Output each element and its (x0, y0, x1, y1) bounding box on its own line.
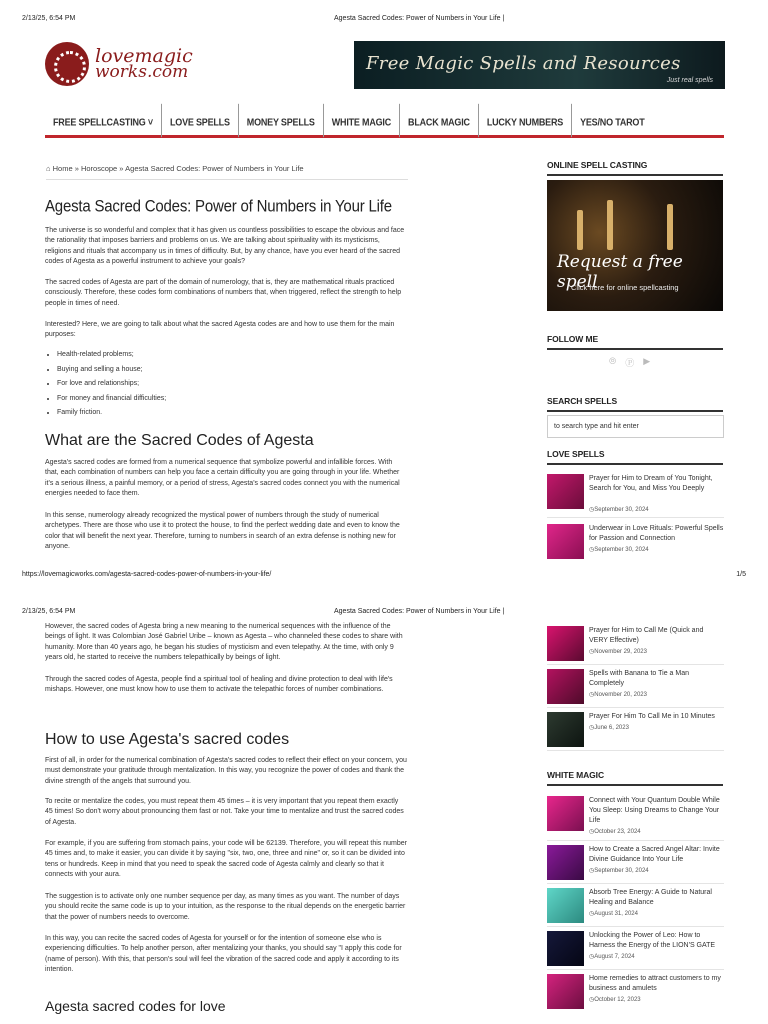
divider (547, 883, 724, 884)
print-page-number: 1/5 (736, 571, 746, 578)
article-paragraph: First of all, in order for the numerical combination of Agesta's sacred codes to reflect their effect on your concern, you must demonstrate your gratitude through mentalization. In this way, you recognize the power of codes and thank the divine strength of the angels that surround you. (45, 757, 407, 785)
list-item[interactable] (547, 845, 724, 883)
post-title[interactable]: Connect with Your Quantum Double While You Sleep: Using Dreams to Change Your Life (589, 797, 720, 824)
logo-mark-icon (45, 42, 89, 86)
divider (547, 969, 724, 970)
banner-title: Free Magic Spells and Resources (366, 53, 681, 74)
post-title[interactable]: Underwear in Love Rituals: Powerful Spells for Passion and Connection (589, 525, 724, 542)
post-title[interactable]: Prayer For Him To Call Me in 10 Minutes (589, 713, 715, 720)
sidebar-heading-follow: FOLLOW ME (547, 334, 723, 350)
sidebar-heading-white-magic: WHITE MAGIC (547, 770, 723, 786)
article-paragraph: Interested? Here, we are going to talk about what the sacred Agesta codes are and how to use them for the main purposes: (45, 321, 395, 339)
logo-line1: lovemagic (95, 45, 193, 67)
article-paragraph: Through the sacred codes of Agesta, people find a spiritual tool of healing and divine protection to deal with life's mishaps. However, one must know how to use them to activate the telepathic forces of number combinations. (45, 676, 393, 694)
list-item: • Buying and selling a house; (57, 365, 166, 380)
print-date: 2/13/25, 6:54 PM (22, 608, 76, 615)
sidebar-heading-online: ONLINE SPELL CASTING (547, 160, 723, 176)
request-spell-promo[interactable] (547, 180, 723, 311)
post-title[interactable]: Unlocking the Power of Leo: How to Harness the Energy of the LION'S GATE (589, 932, 716, 949)
article-paragraph: In this way, you can recite the sacred codes of Agesta for yourself or for the intention of someone else who is experiencing difficulties. To help another person, after mentalizing your thanks, you should say "I apply this code for (name of person). With this, that person's soul will feel the vibration of the sacred code and apply it according to its intention. (45, 935, 402, 974)
article-paragraph: To recite or mentalize the codes, you must repeat them 45 times – it is very important that you repeat them exactly 45 times! So don't worry about pronouncing them fast or not. Take your time to mentalize and trust the sacred codes of Agesta. (45, 798, 404, 826)
main-nav (45, 106, 724, 138)
post-date: ◷ September 30, 2024 (589, 867, 649, 874)
section-heading: How to use Agesta's sacred codes (45, 731, 290, 748)
post-date: ◷ October 23, 2024 (589, 828, 641, 835)
header-banner[interactable] (354, 41, 725, 89)
site-logo[interactable] (45, 42, 193, 86)
post-title[interactable]: Prayer for Him to Dream of You Tonight, Search for You, and Miss You Deeply (589, 475, 713, 492)
nav-black-magic[interactable]: BLACK MAGIC (400, 104, 479, 137)
list-item[interactable] (547, 524, 724, 562)
print-title: Agesta Sacred Codes: Power of Numbers in Your Life | (334, 15, 505, 22)
list-item[interactable] (547, 626, 724, 664)
article-paragraph: For example, if you are suffering from stomach pains, your code will be 62139. Therefore, you will repeat this number 45 times and, to make it easier, you can divide it by saying "six, two, one, three and nine" or, so it can be divided into tens or hundreds. Keep in mind that you need to speak the sacred code of Agesta calmly and clearly so that it connects with your aura. (45, 840, 407, 879)
list-item[interactable] (547, 669, 724, 707)
nav-yes-no-tarot[interactable]: YES/NO TAROT (580, 116, 645, 128)
post-title[interactable]: Absorb Tree Energy: A Guide to Natural Healing and Balance (589, 889, 712, 906)
nav-lucky-numbers[interactable]: LUCKY NUMBERS (479, 104, 572, 137)
post-thumbnail[interactable] (547, 474, 584, 509)
post-title[interactable]: Home remedies to attract customers to my business and amulets (589, 975, 721, 992)
promo-title: Request a free spell (557, 252, 683, 292)
search-input[interactable]: to search type and hit enter (547, 415, 724, 438)
divider (547, 926, 724, 927)
youtube-icon[interactable]: ▶ (643, 356, 651, 366)
article-paragraph: The universe is so wonderful and complex that it has given us countless possibilities to escape the obvious and face the rationality that imposes barriers and problems on us. We are talking about spirituality with its mysticisms, religions and rituals that accompany us in times of difficulty. But, by any chance, have you ever heard of the sacred codes of Agesta as a powerful instrument to achieve your goals? (45, 227, 405, 266)
post-date: ◷ June 6, 2023 (589, 724, 629, 731)
print-title: Agesta Sacred Codes: Power of Numbers in Your Life | (334, 608, 505, 615)
post-title[interactable]: Spells with Banana to Tie a Man Completely (589, 670, 690, 687)
post-thumbnail[interactable] (547, 845, 584, 880)
list-item: • Family friction. (57, 408, 166, 423)
print-url[interactable]: https://lovemagicworks.com/agesta-sacred-codes-power-of-numbers-in-your-life/ (22, 571, 272, 578)
post-date: ◷ November 29, 2023 (589, 648, 647, 655)
post-thumbnail[interactable] (547, 626, 584, 661)
list-item[interactable] (547, 888, 724, 926)
post-thumbnail[interactable] (547, 974, 584, 1009)
article-paragraph: The sacred codes of Agesta are part of the domain of numerology, that is, they are mathematical rituals practiced consciously. Therefore, these codes form combinations of numbers that, when triggered, reflect the strength to help people in times of need. (45, 279, 402, 307)
post-thumbnail[interactable] (547, 524, 584, 559)
article-paragraph: However, the sacred codes of Agesta bring a new meaning to the numerical sequences with the influence of the beings of light. It was Colombian José Gabriel Uribe – known as Agesta – who channeled these codes to share with humanity. More than 40 years ago, he began his studies of mysticism and even telepathy. At the time, with only 9 years old, he started to receive the numbers telepathically by beings of light. (45, 623, 403, 662)
list-item[interactable] (547, 931, 724, 969)
list-item: • Health-related problems; (57, 350, 166, 365)
post-thumbnail[interactable] (547, 669, 584, 704)
nav-love-spells[interactable]: LOVE SPELLS (162, 104, 239, 137)
post-date: ◷ November 20, 2023 (589, 691, 647, 698)
post-thumbnail[interactable] (547, 888, 584, 923)
social-icons (609, 356, 650, 369)
nav-white-magic[interactable]: WHITE MAGIC (324, 104, 400, 137)
post-title[interactable]: Prayer for Him to Call Me (Quick and VERY Effective) (589, 627, 704, 644)
divider (547, 664, 724, 665)
candle-shape (667, 204, 673, 250)
article-paragraph: In this sense, numerology already recognized the mystical power of numbers through the study of numerical archetypes. There are those who use it to protect the house, to find the perfect wedding date and even to know the color that will benefit the next year. Therefore, turning to numbers in search of an extra defense is nothing new for anyone. (45, 512, 400, 551)
candle-shape (577, 210, 583, 250)
candle-shape (607, 200, 613, 250)
section-heading: What are the Sacred Codes of Agesta (45, 432, 314, 449)
post-date: ◷ September 30, 2024 (589, 506, 649, 513)
post-thumbnail[interactable] (547, 796, 584, 831)
promo-subtitle: Click here for online spellcasting (571, 283, 679, 292)
banner-subtitle: Just real spells (666, 77, 713, 84)
sidebar-heading-search: SEARCH SPELLS (547, 396, 723, 412)
article-title: Agesta Sacred Codes: Power of Numbers in Your Life (45, 197, 392, 216)
post-title[interactable]: How to Create a Sacred Angel Altar: Invite Divine Guidance Into Your Life (589, 846, 720, 863)
divider (547, 750, 724, 751)
logo-line2: works.com (95, 62, 189, 82)
breadcrumb[interactable]: ⌂ Home » Horoscope » Agesta Sacred Codes: Power of Numbers in Your Life (46, 164, 408, 180)
divider (547, 840, 724, 841)
list-item[interactable] (547, 474, 724, 512)
post-date: ◷ August 7, 2024 (589, 953, 635, 960)
subsection-heading: Agesta sacred codes for love (45, 998, 226, 1014)
article-paragraph: Agesta's sacred codes are formed from a numerical sequence that symbolize powerful and infallible forces. With that, each combination of numbers can help you face a certain difficulty you are going through in your life. Whether it's a serious illness, a painful memory, or a period of stress, Agesta's sacred codes connect you with the numerical energies needed to face them. (45, 459, 400, 498)
divider (547, 707, 724, 708)
nav-free-spellcasting[interactable]: FREE SPELLCASTING ˅ (45, 104, 162, 137)
list-item[interactable] (547, 712, 724, 750)
post-thumbnail[interactable] (547, 712, 584, 747)
divider (547, 517, 724, 518)
post-thumbnail[interactable] (547, 931, 584, 966)
nav-money-spells[interactable]: MONEY SPELLS (239, 104, 324, 137)
list-item[interactable] (547, 796, 724, 834)
purpose-list (57, 350, 166, 423)
sidebar-heading-love: LOVE SPELLS (547, 449, 723, 465)
print-date: 2/13/25, 6:54 PM (22, 15, 76, 22)
post-date: ◷ October 12, 2023 (589, 996, 641, 1003)
list-item[interactable] (547, 974, 724, 1012)
pinterest-icon[interactable]: Ⓟ (625, 358, 635, 368)
list-item: • For money and financial difficulties; (57, 394, 166, 409)
post-date: ◷ August 31, 2024 (589, 910, 638, 917)
list-item: • For love and relationships; (57, 379, 166, 394)
print-footer (22, 571, 746, 578)
post-date: ◷ September 30, 2024 (589, 546, 649, 553)
rss-icon[interactable]: ⦾ (609, 356, 617, 366)
article-paragraph: The suggestion is to activate only one number sequence per day, as many times as you want. The number of days you should recite the same code is up to your intuition, as the response to the ritual depends on the energetic barrier that the power of numbers needs to overcome. (45, 893, 406, 921)
